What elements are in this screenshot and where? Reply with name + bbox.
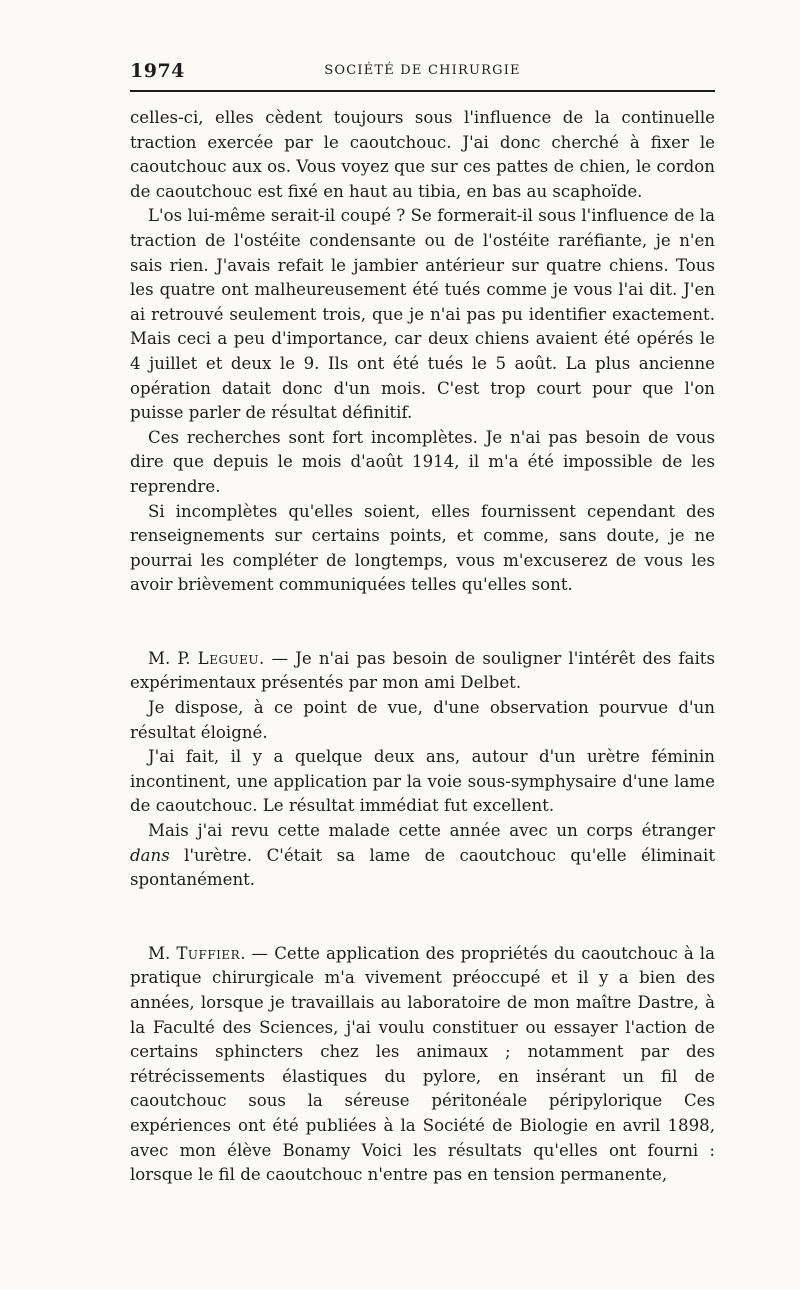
- paragraph: Je dispose, à ce point de vue, d'une observation pourvue d'un résultat éloigné.: [130, 698, 715, 742]
- paragraph: Si incomplètes qu'elles soient, elles fournissent cependant des renseignements sur certains points, et comme, sans doute, je ne pourrai les compléter de longtemps, vous m'excuserez de vous les avoir brièvement communiquées telles qu'elles sont.: [130, 501, 715, 595]
- paragraph-text: . — Cette application des propriétés du caoutchouc à la pratique chirurgicale m'a vivement préoccupé et il y a bien des années, lorsque je travaillais au laboratoire de mon maître Dastre, à la Faculté des Sciences, j'ai voulu constituer ou essayer l'action de certains sphincters chez les animaux ; notamment par des rétrécissements élastiques du pylore, en insérant un fil de caoutchouc sous la séreuse péritonéale péripylorique Ces expériences ont été publiées à la Société de Biologie en avril 1898, avec mon élève Bonamy Voici les résultats qu'elles ont fourni : lorsque le fil de caoutchouc n'entre pas en tension permanente,: [130, 943, 715, 1185]
- paragraph: [130, 942, 715, 1188]
- paragraph-text: l'urètre. C'était sa lame de caoutchouc qu'elle éliminait spontanément.: [130, 845, 715, 890]
- section-legueu: [130, 647, 715, 893]
- speaker-name: Legueu: [197, 648, 260, 668]
- paragraph: [130, 647, 715, 696]
- section-spacer: [130, 893, 715, 942]
- paragraph-text: Mais j'ai revu cette malade cette année avec un corps étranger: [148, 821, 715, 841]
- page-number: 1974: [130, 60, 185, 82]
- paragraph: celles-ci, elles cèdent toujours sous l'influence de la continuelle traction exercée par le caoutchouc. J'ai donc cherché à fixer le caoutchouc aux os. Vous voyez que sur ces pattes de chien, le cordon de caoutchouc est fixé en haut au tibia, en bas au scaphoïde.: [130, 108, 715, 201]
- running-title: SOCIÉTÉ DE CHIRURGIE: [324, 63, 521, 78]
- speaker-prefix: M.: [148, 943, 177, 963]
- paragraph: J'ai fait, il y a quelque deux ans, autour d'un urètre féminin incontinent, une application par la voie sous-symphysaire d'une lame de caoutchouc. Le résultat immédiat fut excellent.: [130, 747, 715, 816]
- paragraph: Ces recherches sont fort incomplètes. Je n'ai pas besoin de vous dire que depuis le mois d'août 1914, il m'a été impossible de les reprendre.: [130, 427, 715, 496]
- paragraph: L'os lui-même serait-il coupé ? Se formerait-il sous l'influence de la traction de l'ostéite condensante ou de l'ostéite raréfiante, je n'en sais rien. J'avais refait le jambier antérieur sur quatre chiens. Tous les quatre ont malheureusement été tués comme je vous l'ai dit. J'en ai retrouvé seulement trois, que je n'ai pas pu identifier exactement. Mais ceci a peu d'importance, car deux chiens avaient été opérés le 4 juillet et deux le 9. Ils ont été tués le 5 août. La plus ancienne opération datait donc d'un mois. C'est trop court pour que l'on puisse parler de résultat définitif.: [130, 206, 715, 423]
- paragraph: [130, 819, 715, 893]
- page-header: [130, 60, 715, 92]
- book-page: [130, 60, 715, 1188]
- section-spacer: [130, 598, 715, 647]
- section-delbet-continued: [130, 106, 715, 598]
- speaker-name: Tuffier: [176, 943, 241, 963]
- paragraph-text: . — Je n'ai pas besoin de souligner l'intérêt des faits expérimentaux présentés par mon ami Delbet.: [130, 648, 715, 693]
- section-tuffier: [130, 942, 715, 1188]
- italic-word: dans: [130, 845, 170, 865]
- speaker-prefix: M. P.: [148, 648, 198, 668]
